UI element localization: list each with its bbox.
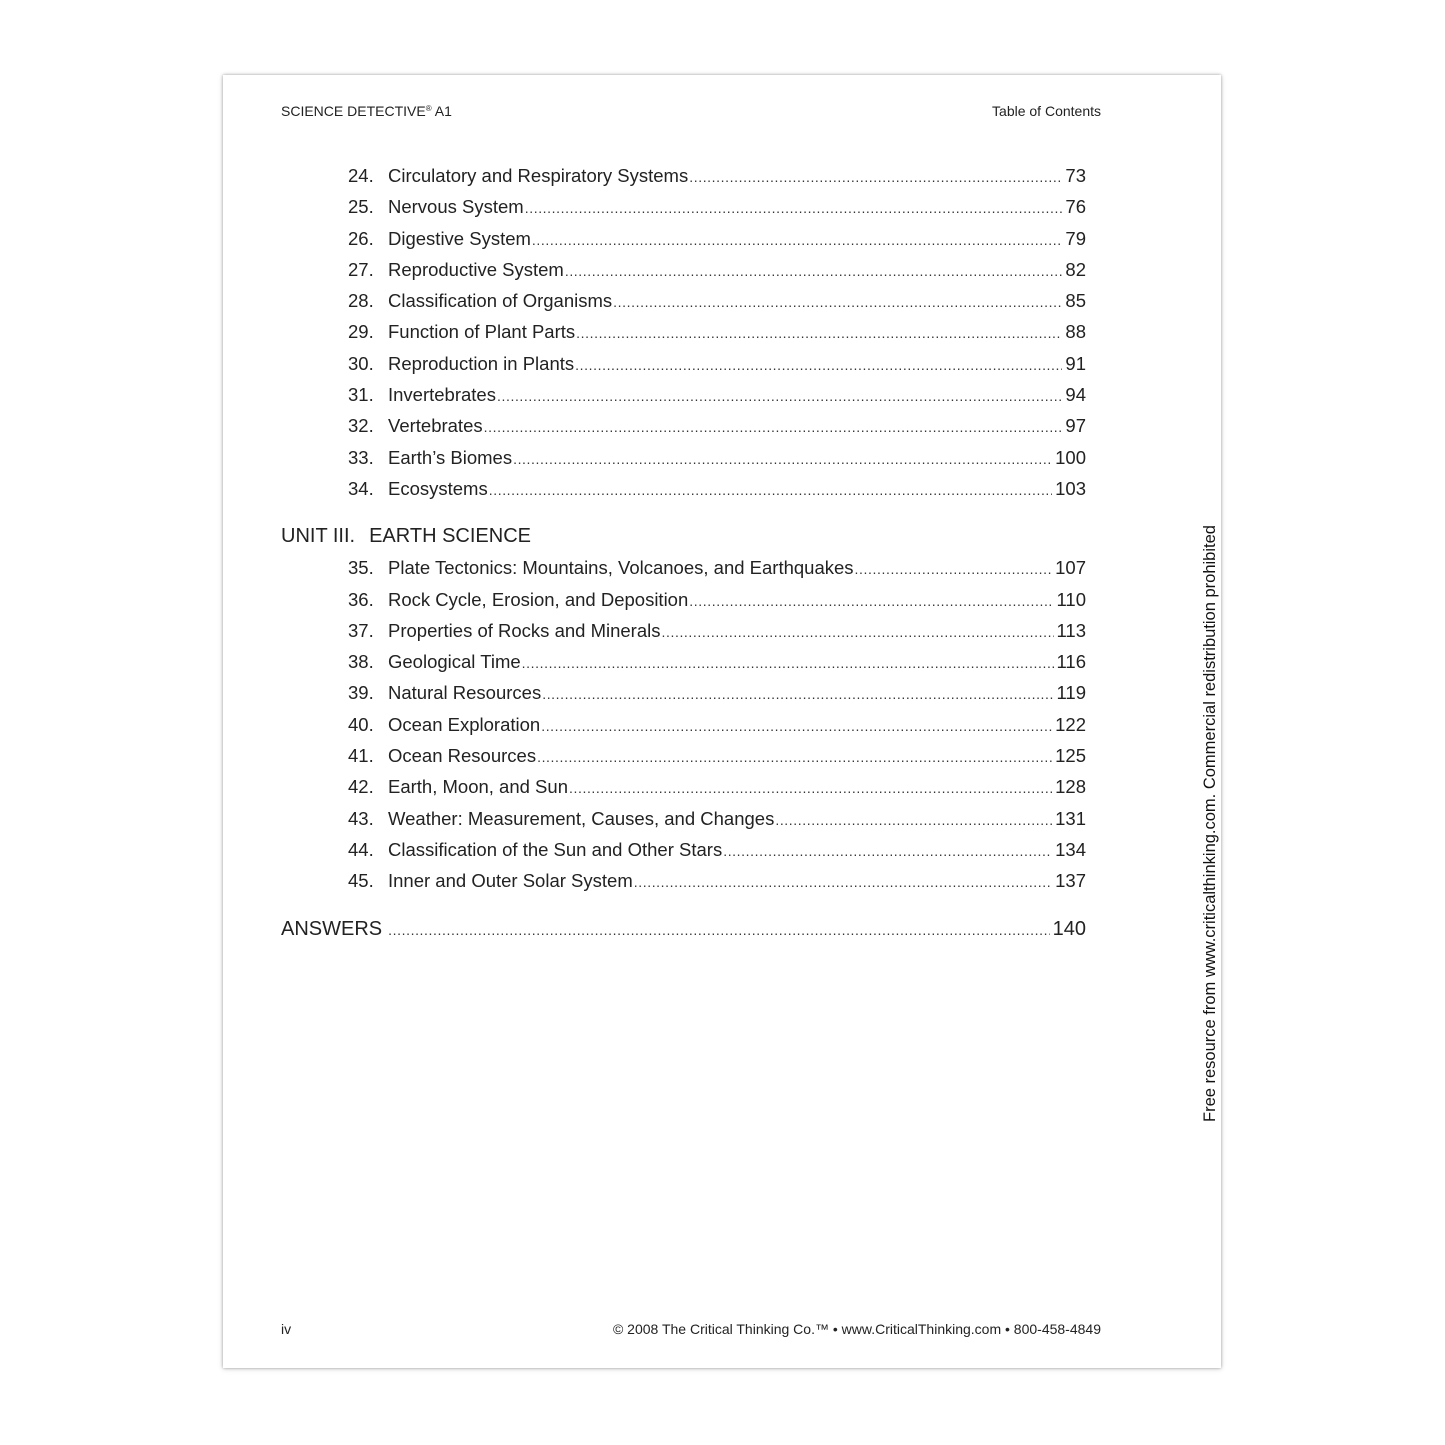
dot-leader	[513, 444, 1052, 473]
dot-leader	[532, 225, 1063, 254]
entry-number: 25.	[348, 196, 374, 218]
toc-entry-answers[interactable]	[281, 914, 1086, 945]
dot-leader	[634, 867, 1052, 896]
dot-leader	[855, 554, 1053, 583]
entry-title: Reproductive System	[388, 258, 564, 280]
toc-entry[interactable]	[281, 584, 1086, 615]
toc-entry[interactable]	[281, 223, 1086, 254]
entry-number: 38.	[348, 651, 374, 673]
answers-page: 140	[1052, 917, 1086, 940]
toc-entry[interactable]	[281, 709, 1086, 740]
entry-number: 34.	[348, 477, 374, 499]
dot-leader	[576, 318, 1062, 347]
entry-page: 134	[1055, 838, 1086, 860]
dot-leader	[484, 412, 1063, 441]
dot-leader	[613, 287, 1062, 316]
entry-title: Rock Cycle, Erosion, and Deposition	[388, 588, 689, 610]
entry-page: 131	[1055, 807, 1086, 829]
entry-title: Digestive System	[388, 227, 531, 249]
entry-number: 29.	[348, 321, 374, 343]
table-of-contents	[281, 160, 1086, 945]
toc-entry[interactable]	[281, 677, 1086, 708]
dot-leader	[565, 256, 1063, 285]
entry-title: Earth’s Biomes	[388, 446, 513, 468]
unit-label: UNIT III.	[281, 525, 356, 548]
section-title: Table of Contents	[992, 103, 1101, 119]
dot-leader	[497, 381, 1062, 410]
toc-entry[interactable]	[281, 473, 1086, 504]
entry-title: Geological Time	[388, 651, 521, 673]
dot-leader	[525, 193, 1063, 222]
entry-page: 128	[1055, 776, 1086, 798]
toc-entry[interactable]	[281, 552, 1086, 583]
entry-page: 76	[1065, 196, 1086, 218]
entry-page: 91	[1065, 352, 1086, 374]
toc-entry[interactable]	[281, 254, 1086, 285]
entry-title: Properties of Rocks and Minerals	[388, 619, 661, 641]
entry-page: 97	[1065, 415, 1086, 437]
entry-title: Ocean Resources	[388, 745, 537, 767]
entry-title: Vertebrates	[388, 415, 483, 437]
entry-number: 43.	[348, 807, 374, 829]
toc-entry[interactable]	[281, 740, 1086, 771]
entry-title: Ecosystems	[388, 477, 488, 499]
answers-title: ANSWERS	[281, 917, 383, 940]
entry-title: Reproduction in Plants	[388, 352, 575, 374]
toc-entry[interactable]	[281, 285, 1086, 316]
dot-leader	[661, 617, 1053, 646]
entry-page: 94	[1065, 384, 1086, 406]
page-number: iv	[281, 1321, 292, 1337]
unit-title: EARTH SCIENCE	[369, 525, 531, 548]
toc-entry[interactable]	[281, 410, 1086, 441]
entry-number: 32.	[348, 415, 374, 437]
dot-leader	[542, 679, 1053, 708]
dot-leader	[723, 836, 1052, 865]
toc-entry[interactable]	[281, 160, 1086, 191]
entry-page: 110	[1056, 588, 1086, 610]
toc-entry[interactable]	[281, 803, 1086, 834]
toc-entry[interactable]	[281, 442, 1086, 473]
entry-title: Invertebrates	[388, 384, 496, 406]
entry-number: 31.	[348, 384, 374, 406]
entry-page: 82	[1065, 258, 1086, 280]
entry-page: 88	[1065, 321, 1086, 343]
entry-number: 30.	[348, 352, 374, 374]
entry-page: 73	[1065, 165, 1086, 186]
toc-entries-unit-2	[281, 160, 1086, 504]
unit-heading	[281, 520, 1086, 552]
dot-leader	[489, 475, 1052, 504]
entry-number: 40.	[348, 713, 374, 735]
dot-leader	[689, 586, 1053, 615]
entry-title: Weather: Measurement, Causes, and Changes	[388, 807, 775, 829]
entry-number: 24.	[348, 165, 374, 186]
entry-title: Plate Tectonics: Mountains, Volcanoes, and Earthquakes	[388, 557, 854, 579]
book-level: A1	[434, 103, 452, 119]
entry-title: Circulatory and Respiratory Systems	[388, 165, 689, 186]
toc-entries-unit-3	[281, 552, 1086, 896]
document-page	[223, 75, 1221, 1368]
entry-number: 26.	[348, 227, 374, 249]
running-header	[281, 103, 1101, 123]
book-title-header	[281, 103, 452, 119]
entry-number: 41.	[348, 745, 374, 767]
dot-leader	[522, 648, 1054, 677]
dot-leader	[541, 711, 1052, 740]
entry-title: Classification of the Sun and Other Stars	[388, 838, 723, 860]
toc-entry[interactable]	[281, 615, 1086, 646]
entry-number: 27.	[348, 258, 374, 280]
entry-title: Function of Plant Parts	[388, 321, 576, 343]
entry-page: 125	[1055, 745, 1086, 767]
entry-page: 119	[1056, 682, 1086, 704]
entry-number: 36.	[348, 588, 374, 610]
registered-mark: ®	[425, 104, 432, 113]
entry-page: 113	[1056, 619, 1086, 641]
dot-leader	[689, 162, 1062, 191]
toc-entry[interactable]	[281, 348, 1086, 379]
entry-number: 45.	[348, 870, 374, 892]
dot-leader	[388, 915, 1050, 945]
entry-number: 33.	[348, 446, 374, 468]
entry-page: 116	[1056, 651, 1086, 673]
dot-leader	[537, 742, 1052, 771]
toc-entry[interactable]	[281, 316, 1086, 347]
entry-page: 85	[1065, 290, 1086, 312]
toc-entry[interactable]	[281, 834, 1086, 865]
entry-number: 44.	[348, 838, 374, 860]
toc-entry[interactable]	[281, 771, 1086, 802]
toc-entry[interactable]	[281, 865, 1086, 896]
entry-title: Ocean Exploration	[388, 713, 541, 735]
dot-leader	[575, 350, 1062, 379]
toc-entry[interactable]	[281, 191, 1086, 222]
entry-page: 79	[1065, 227, 1086, 249]
entry-title: Nervous System	[388, 196, 524, 218]
dot-leader	[775, 805, 1052, 834]
toc-entry[interactable]	[281, 379, 1086, 410]
entry-number: 35.	[348, 557, 374, 579]
dot-leader	[569, 773, 1052, 802]
toc-entry[interactable]	[281, 646, 1086, 677]
book-title: SCIENCE DETECTIVE	[281, 103, 426, 119]
entry-page: 103	[1055, 477, 1086, 499]
entry-title: Classification of Organisms	[388, 290, 613, 312]
entry-page: 100	[1055, 446, 1086, 468]
entry-number: 39.	[348, 682, 374, 704]
redistribution-notice: Free resource from www.criticalthinking.com. Commercial redistribution prohibited	[1201, 525, 1219, 1122]
entry-title: Earth, Moon, and Sun	[388, 776, 568, 798]
entry-number: 28.	[348, 290, 374, 312]
entry-number: 42.	[348, 776, 374, 798]
entry-number: 37.	[348, 619, 374, 641]
entry-title: Inner and Outer Solar System	[388, 870, 633, 892]
copyright-line: © 2008 The Critical Thinking Co.™ • www.CriticalThinking.com • 800-458-4849	[612, 1321, 1101, 1337]
entry-title: Natural Resources	[388, 682, 542, 704]
entry-page: 122	[1055, 713, 1086, 735]
entry-page: 107	[1055, 557, 1086, 579]
entry-page: 137	[1055, 870, 1086, 892]
